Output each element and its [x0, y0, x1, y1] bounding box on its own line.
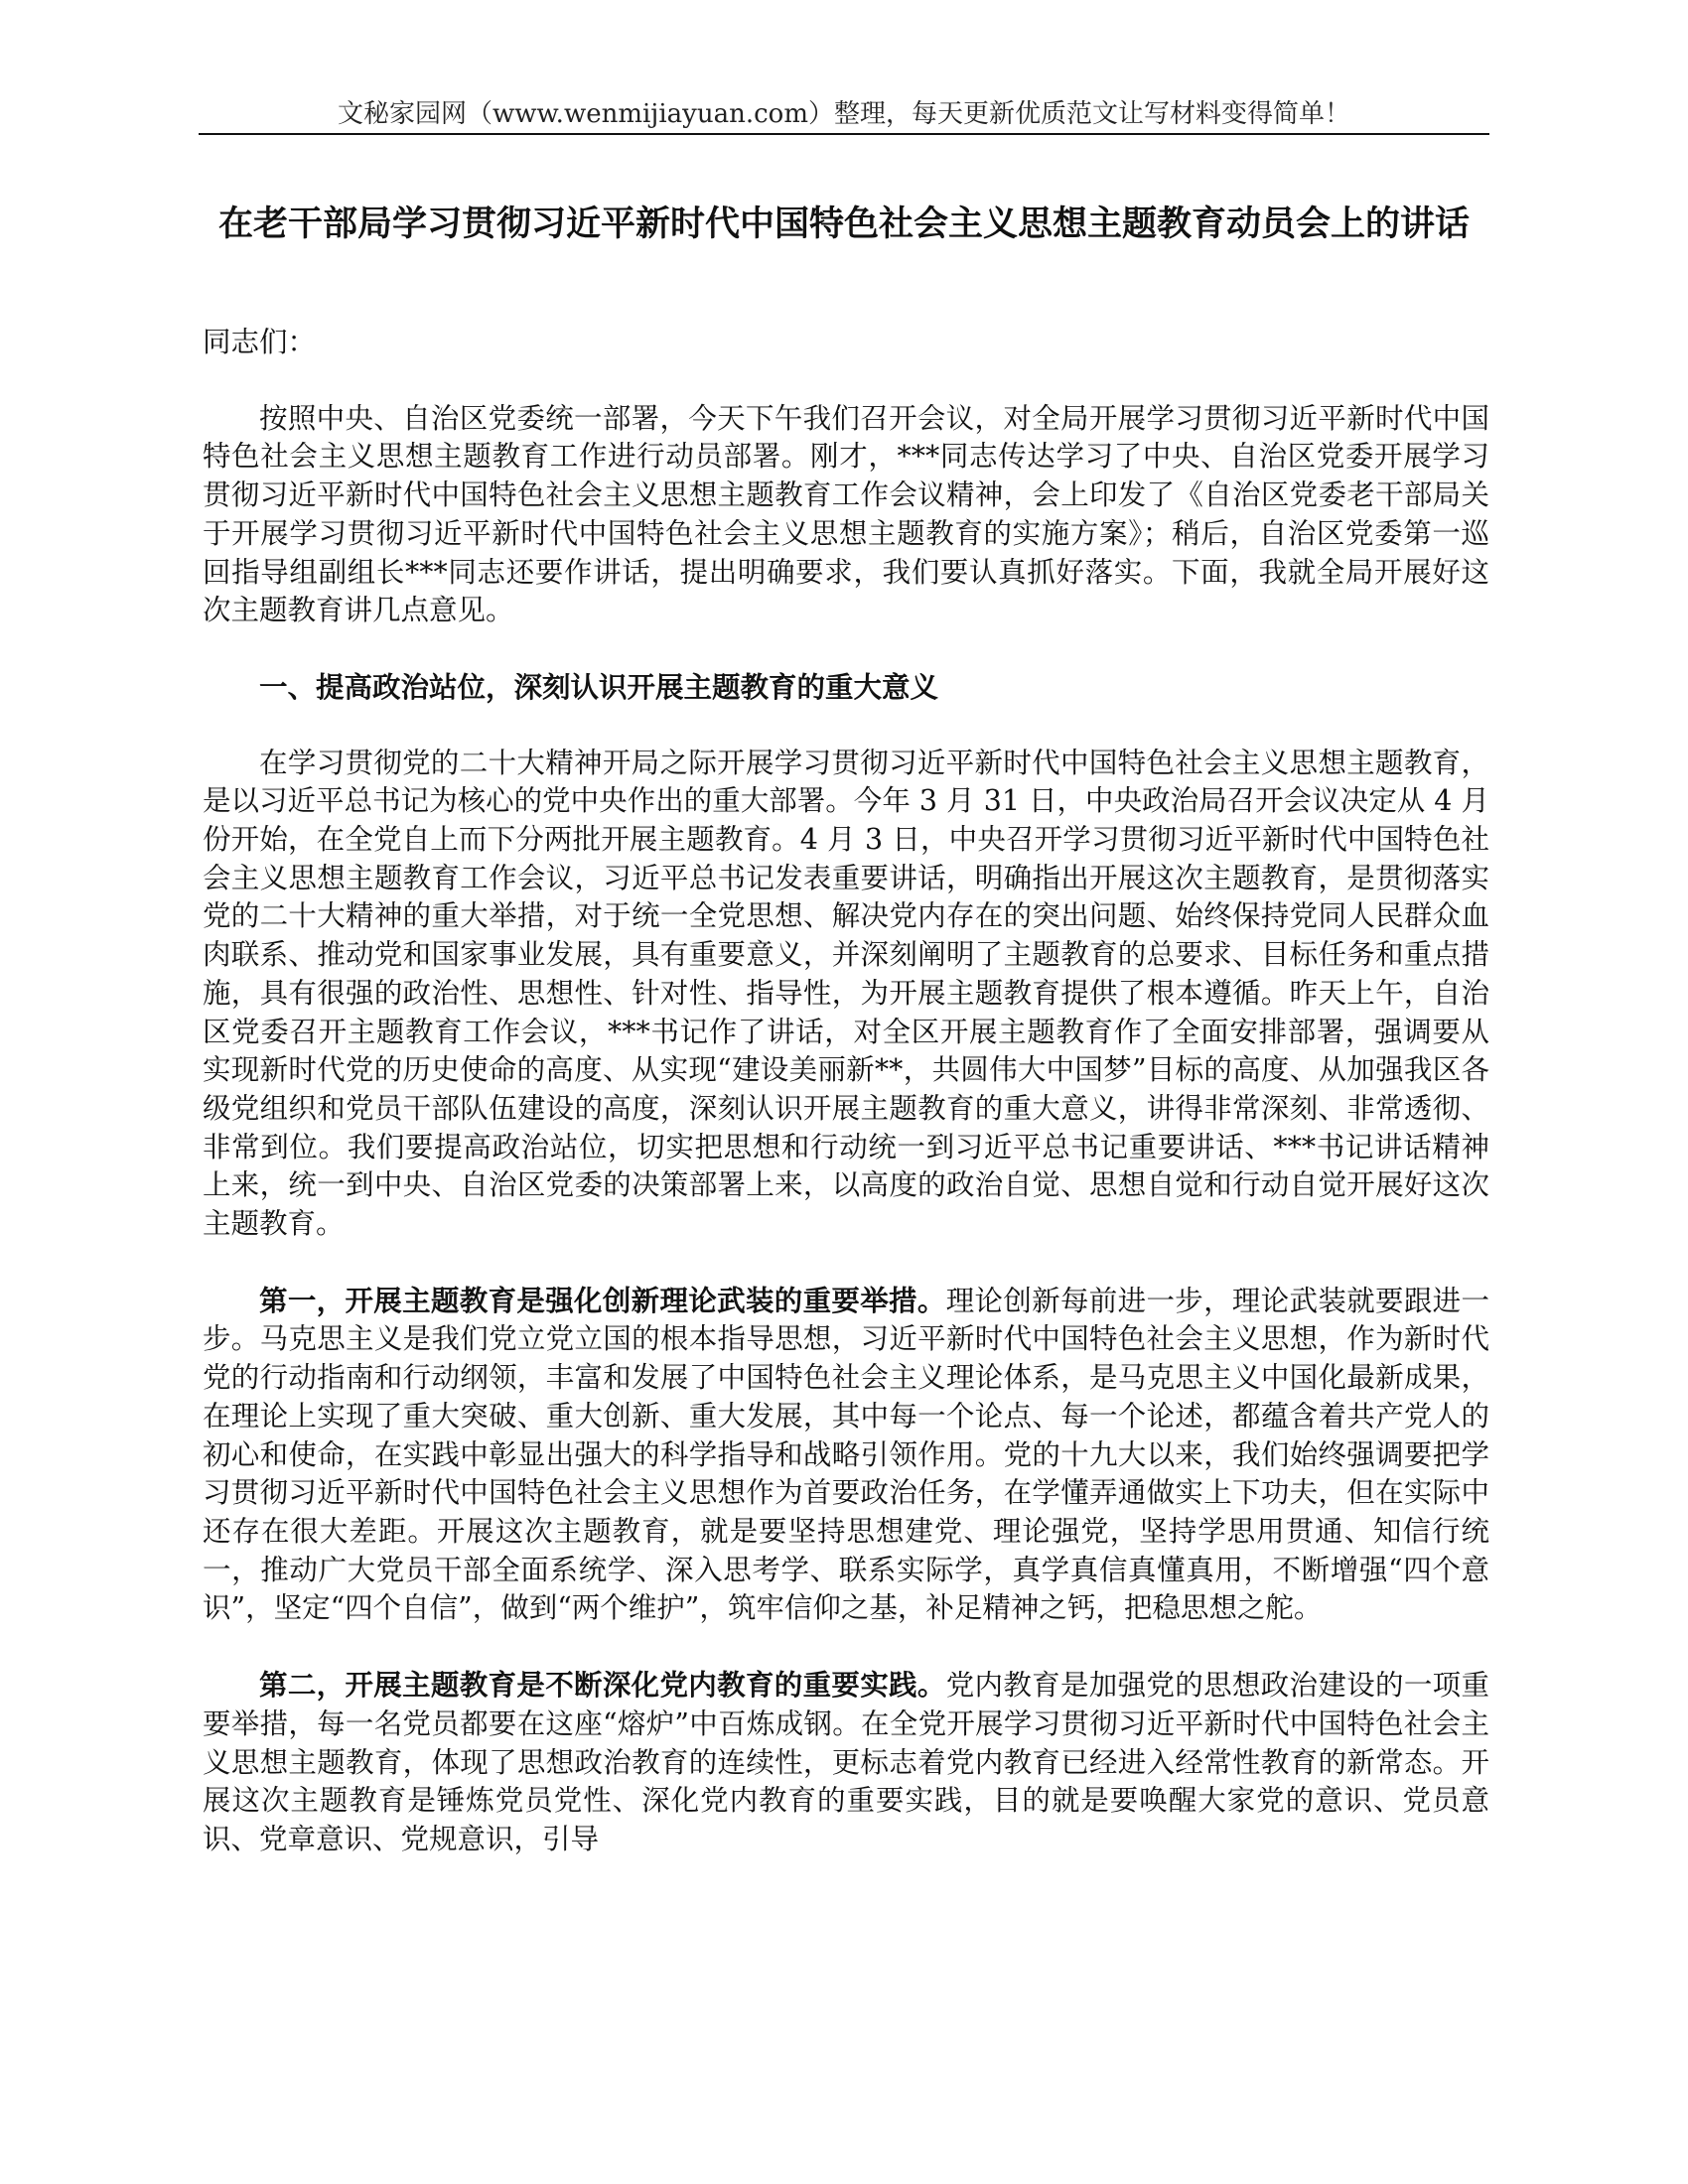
salutation: 同志们： [203, 326, 317, 358]
document-title: 在老干部局学习贯彻习近平新时代中国特色社会主义思想主题教育动员会上的讲话 [217, 205, 1470, 244]
section-1-paragraph: 在学习贯彻党的二十大精神开局之际开展学习贯彻习近平新时代中国特色社会主义思想主题教育，是以习近平总书记为核心的党中央作出的重大部署。今年 3 月 31 日，中央政治局召开会议决定从 4 月份开始，在全党自上而下分两批开展主题教育。4 月 3 日，中央召开学习贯彻习近平新时代中国特色社会主义思想主题教育工作会议，习近平总书记发表重要讲话，明确指出开展这次主题教育，是贯彻落实党的二十大精神的重大举措，对于统一全党思想、解决党内存在的突出问题、始终保持党同人民群众血肉联系、推动党和国家事业发展，具有重要意义，并深刻阐明了主题教育的总要求、目标任务和重点措施，具有很强的政治性、思想性、针对性、指导性，为开展主题教育提供了根本遵循。昨天上午，自治区党委召开主题教育工作会议，***书记作了讲话，对全区开展主题教育作了全面安排部署，强调要从实现新时代党的历史使命的高度、从实现“建设美丽新**，共圆伟大中国梦”目标的高度、从加强我区各级党组织和党员干部队伍建设的高度，深刻认识开展主题教育的重大意义，讲得非常深刻、非常透彻、非常到位。我们要提高政治站位，切实把思想和行动统一到习近平总书记重要讲话、***书记讲话精神上来，统一到中央、自治区党委的决策部署上来，以高度的政治自觉、思想自觉和行动自觉开展好这次主题教育。 [203, 746, 1489, 1241]
point-1-paragraph [203, 1282, 1489, 1628]
point-1-body: 理论创新每前进一步，理论武装就要跟进一步。马克思主义是我们党立党立国的根本指导思想，习近平新时代中国特色社会主义思想，作为新时代党的行动指南和行动纲领，丰富和发展了中国特色社会主义理论体系，是马克思主义中国化最新成果，在理论上实现了重大突破、重大创新、重大发展，其中每一个论点、每一个论述，都蕴含着共产党人的初心和使命，在实践中彰显出强大的科学指导和战略引领作用。党的十九大以来，我们始终强调要把学习贯彻习近平新时代中国特色社会主义思想作为首要政治任务，在学懂弄通做实上下功夫，但在实际中还存在很大差距。开展这次主题教育，就是要坚持思想建党、理论强党，坚持学思用贯通、知信行统一，推动广大党员干部全面系统学、深入思考学、联系实际学，真学真信真懂真用，不断增强“四个意识”，坚定“四个自信”，做到“两个维护”，筑牢信仰之基，补足精神之钙，把稳思想之舵。 [203, 1284, 1489, 1625]
section-heading-1: 一、提高政治站位，深刻认识开展主题教育的重大意义 [259, 669, 939, 704]
point-2-body: 党内教育是加强党的思想政治建设的一项重要举措，每一名党员都要在这座“熔炉”中百炼成钢。在全党开展学习贯彻习近平新时代中国特色社会主义思想主题教育，体现了思想政治教育的连续性，更标志着党内教育已经进入经常性教育的新常态。开展这次主题教育是锤炼党员党性、深化党内教育的重要实践，目的就是要唤醒大家党的意识、党员意识、党章意识、党规意识，引导 [203, 1669, 1489, 1855]
point-2-paragraph [203, 1666, 1489, 1859]
document-body [203, 324, 1489, 1859]
header-divider [199, 133, 1489, 135]
intro-paragraph: 按照中央、自治区党委统一部署，今天下午我们召开会议，对全局开展学习贯彻习近平新时代中国特色社会主义思想主题教育工作进行动员部署。刚才，***同志传达学习了中央、自治区党委开展学习贯彻习近平新时代中国特色社会主义思想主题教育工作会议精神，会上印发了《自治区党委老干部局关于开展学习贯彻习近平新时代中国特色社会主义思想主题教育的实施方案》；稍后，自治区党委第一巡回指导组副组长***同志还要作讲话，提出明确要求，我们要认真抓好落实。下面，我就全局开展好这次主题教育讲几点意见。 [203, 401, 1489, 627]
page-header: 文秘家园网（www.wenmijiayuan.com）整理，每天更新优质范文让写材料变得简单！ [338, 99, 1350, 129]
point-1-lead: 第一，开展主题教育是强化创新理论武装的重要举措。 [259, 1283, 946, 1317]
point-2-lead: 第二，开展主题教育是不断深化党内教育的重要实践。 [259, 1668, 946, 1703]
